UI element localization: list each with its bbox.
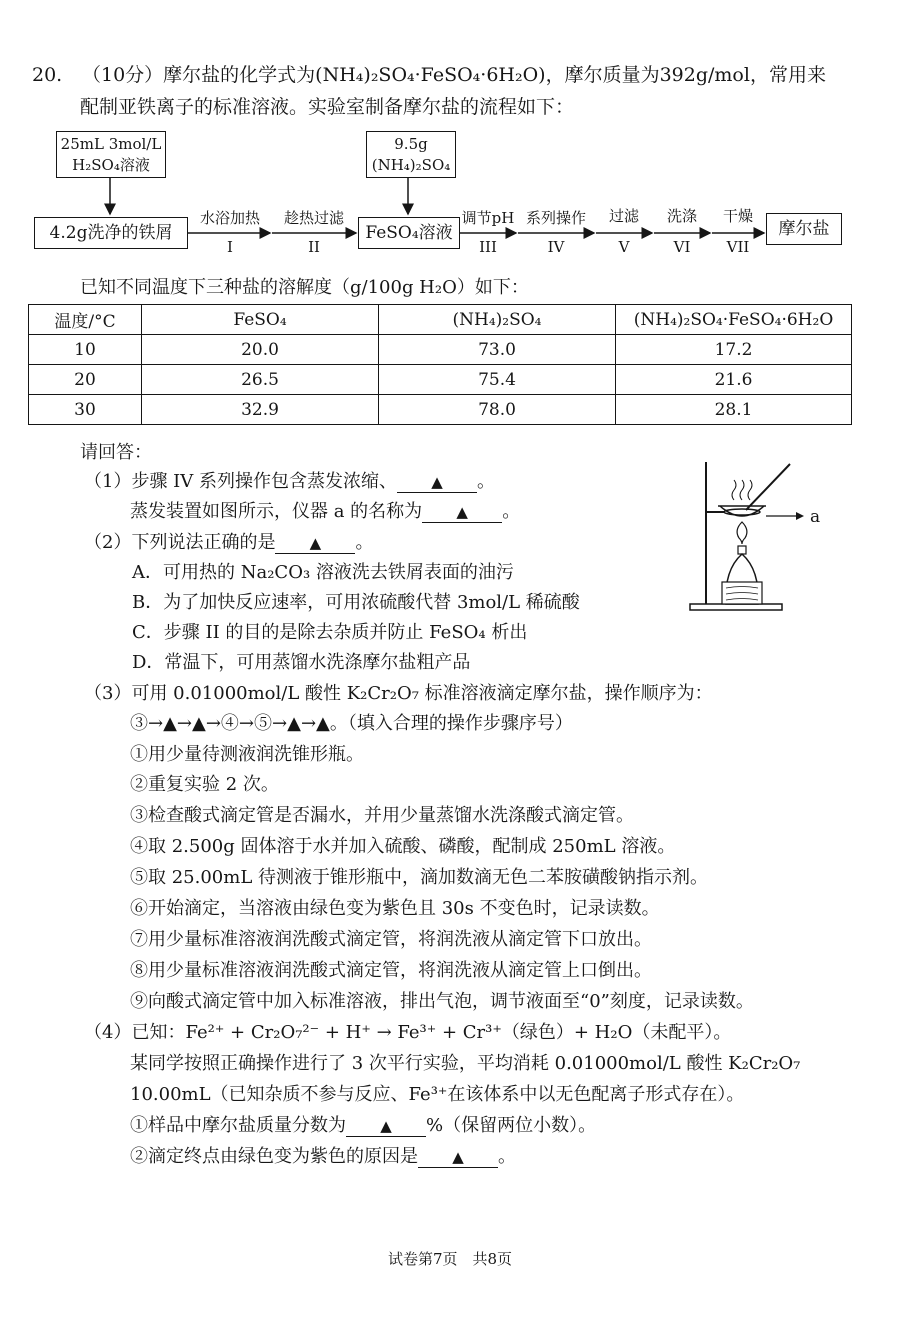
q3-step-9: ⑨向酸式滴定管中加入标准溶液，排出气泡，调节液面至“0”刻度，记录读数。 bbox=[130, 991, 754, 1012]
question-intro-line2: 配制亚铁离子的标准溶液。实验室制备摩尔盐的流程如下： bbox=[80, 96, 575, 118]
table-header: (NH₄)₂SO₄ bbox=[379, 305, 616, 335]
q3-step-6: ⑥开始滴定，当溶液由绿色变为紫色且 30s 不变色时，记录读数。 bbox=[130, 898, 660, 919]
answer-blank[interactable] bbox=[422, 502, 502, 523]
table-cell: 28.1 bbox=[616, 395, 852, 425]
table-cell: 20 bbox=[29, 365, 142, 395]
q4-sub2 bbox=[130, 1144, 516, 1170]
step-label-1: 水浴加热 bbox=[199, 209, 260, 227]
flow-end-box: 摩尔盐 bbox=[766, 213, 842, 245]
table-cell: 75.4 bbox=[379, 365, 616, 395]
q3-sequence: ③→▲→▲→④→⑤→▲→▲。（填入合理的操作步骤序号） bbox=[130, 713, 573, 734]
q2-stem-text: （2）下列说法正确的是 bbox=[84, 532, 276, 553]
table-cell: 26.5 bbox=[142, 365, 379, 395]
step-label-7: 干燥 bbox=[722, 207, 753, 225]
apparatus-label-a: a bbox=[810, 507, 821, 527]
table-cell: 17.2 bbox=[616, 335, 852, 365]
q2-option-c: C．步骤 II 的目的是除去杂质并防止 FeSO₄ 析出 bbox=[132, 622, 528, 643]
q4-equation: （4）已知：Fe²⁺ + Cr₂O₇²⁻ + H⁺ → Fe³⁺ + Cr³⁺（绿色）+ H₂O（未配平）。 bbox=[84, 1022, 732, 1043]
step-num-1: I bbox=[227, 238, 233, 256]
q3-step-3: ③检查酸式滴定管是否漏水，并用少量蒸馏水洗涤酸式滴定管。 bbox=[130, 805, 634, 826]
q2-stem-end: 。 bbox=[355, 532, 374, 553]
table-header: (NH₄)₂SO₄·FeSO₄·6H₂O bbox=[616, 305, 852, 335]
q3-step-7: ⑦用少量标准溶液润洗酸式滴定管，将润洗液从滴定管下口放出。 bbox=[130, 929, 652, 950]
table-header: 温度/°C bbox=[29, 305, 142, 335]
table-cell: 78.0 bbox=[379, 395, 616, 425]
table-cell: 21.6 bbox=[616, 365, 852, 395]
reagent-box-ammonium-sulfate bbox=[366, 131, 456, 178]
q1-line2-end: 。 bbox=[502, 501, 521, 522]
solubility-caption: 已知不同温度下三种盐的溶解度（g/100g H₂O）如下： bbox=[80, 277, 529, 298]
step-label-3: 调节pH bbox=[461, 209, 515, 227]
solubility-table bbox=[28, 304, 852, 425]
step-label-6: 洗涤 bbox=[666, 207, 697, 225]
q4-sub2-text: ②滴定终点由绿色变为紫色的原因是 bbox=[130, 1146, 418, 1167]
step-num-7: VII bbox=[726, 238, 750, 256]
blank-marker-icon: ▲ bbox=[452, 1148, 464, 1166]
step-num-5: V bbox=[618, 238, 630, 256]
reagent2-line2: (NH₄)₂SO₄ bbox=[371, 155, 451, 174]
q1-line2-text: 蒸发装置如图所示，仪器 a 的名称为 bbox=[130, 501, 423, 522]
step-num-3: III bbox=[479, 238, 497, 256]
q1-line1-end: 。 bbox=[477, 471, 496, 492]
answer-blank[interactable] bbox=[275, 533, 355, 554]
reagent1-line1: 25mL 3mol/L bbox=[60, 134, 162, 153]
answer-blank[interactable] bbox=[346, 1116, 426, 1137]
q4-sub1 bbox=[130, 1113, 596, 1139]
q2-option-b: B．为了加快反应速率，可用浓硫酸代替 3mol/L 稀硫酸 bbox=[132, 592, 580, 613]
q2-option-a: A．可用热的 Na₂CO₃ 溶液洗去铁屑表面的油污 bbox=[132, 562, 514, 583]
step-label-5: 过滤 bbox=[608, 207, 639, 225]
reagent-box-h2so4 bbox=[56, 131, 166, 178]
blank-marker-icon: ▲ bbox=[456, 503, 468, 521]
blank-marker-icon: ▲ bbox=[309, 534, 322, 552]
question-number: 20. bbox=[32, 64, 63, 86]
step-label-2: 趁热过滤 bbox=[283, 209, 344, 227]
q2-stem bbox=[84, 530, 373, 556]
q3-step-8: ⑧用少量标准溶液润洗酸式滴定管，将润洗液从滴定管上口倒出。 bbox=[130, 960, 652, 981]
q1-line2 bbox=[130, 499, 520, 525]
table-cell: 10 bbox=[29, 335, 142, 365]
step-num-6: VI bbox=[673, 238, 691, 256]
q3-step-4: ④取 2.500g 固体溶于水并加入硫酸、磷酸，配制成 250mL 溶液。 bbox=[130, 836, 676, 857]
table-row bbox=[29, 395, 852, 425]
q2-option-d: D．常温下，可用蒸馏水洗涤摩尔盐粗产品 bbox=[132, 652, 471, 673]
answer-blank[interactable] bbox=[418, 1147, 498, 1168]
prompt-text: 请回答： bbox=[80, 442, 152, 463]
table-header-row bbox=[29, 305, 852, 335]
q4-line2: 某同学按照正确操作进行了 3 次平行实验，平均消耗 0.01000mol/L 酸性 K₂Cr₂O₇ bbox=[130, 1053, 801, 1074]
question-intro-line1: （10分）摩尔盐的化学式为(NH₄)₂SO₄·FeSO₄·6H₂O)，摩尔质量为392g/mol，常用来 bbox=[82, 64, 826, 86]
q3-step-2: ②重复实验 2 次。 bbox=[130, 774, 279, 795]
reagent1-line2: H₂SO₄溶液 bbox=[72, 155, 150, 174]
step-num-2: II bbox=[308, 238, 320, 256]
page-footer: 试卷第7页 共8页 bbox=[387, 1250, 513, 1268]
table-row bbox=[29, 335, 852, 365]
table-header: FeSO₄ bbox=[142, 305, 379, 335]
flow-start-box: 4.2g洗净的铁屑 bbox=[34, 217, 188, 249]
table-cell: 20.0 bbox=[142, 335, 379, 365]
table-cell: 32.9 bbox=[142, 395, 379, 425]
reagent2-line1: 9.5g bbox=[394, 134, 428, 153]
q1-line1-text: （1）步骤 IV 系列操作包含蒸发浓缩、 bbox=[84, 471, 398, 492]
q4-sub1-end: %（保留两位小数）。 bbox=[426, 1115, 597, 1136]
q3-step-1: ①用少量待测液润洗锥形瓶。 bbox=[130, 744, 364, 765]
q3-stem: （3）可用 0.01000mol/L 酸性 K₂Cr₂O₇ 标准溶液滴定摩尔盐，操作顺序为： bbox=[84, 683, 713, 704]
q3-step-5: ⑤取 25.00mL 待测液于锥形瓶中，滴加数滴无色二苯胺磺酸钠指示剂。 bbox=[130, 867, 708, 888]
q4-line3: 10.00mL（已知杂质不参与反应、Fe³⁺在该体系中以无色配离子形式存在）。 bbox=[130, 1084, 745, 1105]
blank-marker-icon: ▲ bbox=[380, 1117, 392, 1135]
flow-middle-box: FeSO₄溶液 bbox=[358, 217, 460, 249]
table-cell: 30 bbox=[29, 395, 142, 425]
table-cell: 73.0 bbox=[379, 335, 616, 365]
step-label-4: 系列操作 bbox=[525, 209, 586, 227]
q1-line1 bbox=[84, 469, 495, 495]
blank-marker-icon: ▲ bbox=[431, 473, 443, 491]
answer-blank[interactable] bbox=[397, 472, 477, 493]
q4-sub2-end: 。 bbox=[498, 1146, 516, 1167]
step-num-4: IV bbox=[547, 238, 565, 256]
table-row bbox=[29, 365, 852, 395]
q4-sub1-text: ①样品中摩尔盐质量分数为 bbox=[130, 1115, 346, 1136]
evaporation-apparatus-figure bbox=[684, 458, 854, 618]
